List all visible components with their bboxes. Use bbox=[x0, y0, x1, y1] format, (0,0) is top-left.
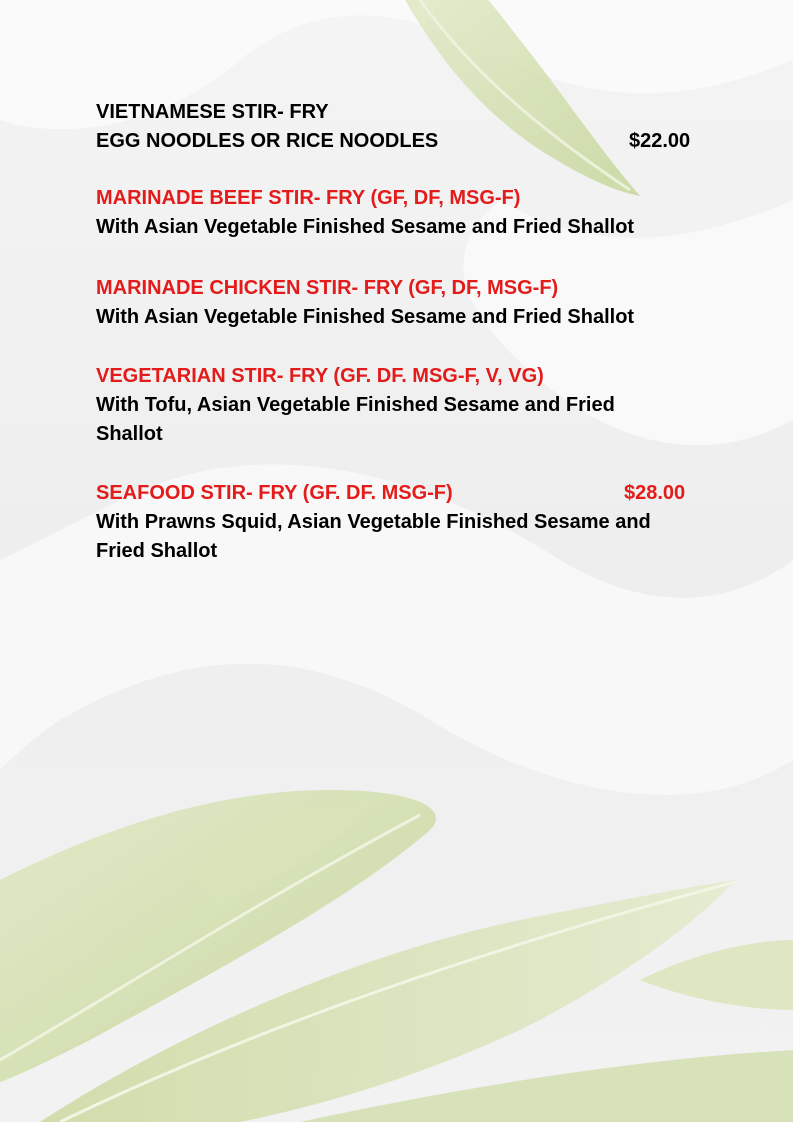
menu-item-description-vegetarian-line1: With Tofu, Asian Vegetable Finished Sesame and Fried bbox=[96, 394, 615, 416]
menu-item-description-seafood-line1: With Prawns Squid, Asian Vegetable Finished Sesame and bbox=[96, 511, 651, 533]
section-title: VIETNAMESE STIR- FRY bbox=[96, 101, 329, 123]
menu-item-description-beef: With Asian Vegetable Finished Sesame and Fried Shallot bbox=[96, 216, 635, 238]
menu-item-description-seafood-line2: Fried Shallot bbox=[96, 540, 218, 562]
menu-item-name-vegetarian: VEGETARIAN STIR- FRY (GF. DF. MSG-F, V, VG) bbox=[96, 365, 544, 387]
menu-item-name-beef: MARINADE BEEF STIR- FRY (GF, DF, MSG-F) bbox=[96, 187, 521, 209]
menu-item-description-chicken: With Asian Vegetable Finished Sesame and Fried Shallot bbox=[96, 306, 635, 328]
menu-item-price-seafood: $28.00 bbox=[624, 482, 686, 504]
base-price: $22.00 bbox=[629, 130, 691, 152]
menu-item-description-vegetarian-line2: Shallot bbox=[96, 423, 163, 445]
menu-item-name-seafood: SEAFOOD STIR- FRY (GF. DF. MSG-F) bbox=[96, 482, 453, 504]
noodle-choice: EGG NOODLES OR RICE NOODLES bbox=[96, 130, 439, 152]
menu-item-name-chicken: MARINADE CHICKEN STIR- FRY (GF, DF, MSG-F) bbox=[96, 277, 559, 299]
